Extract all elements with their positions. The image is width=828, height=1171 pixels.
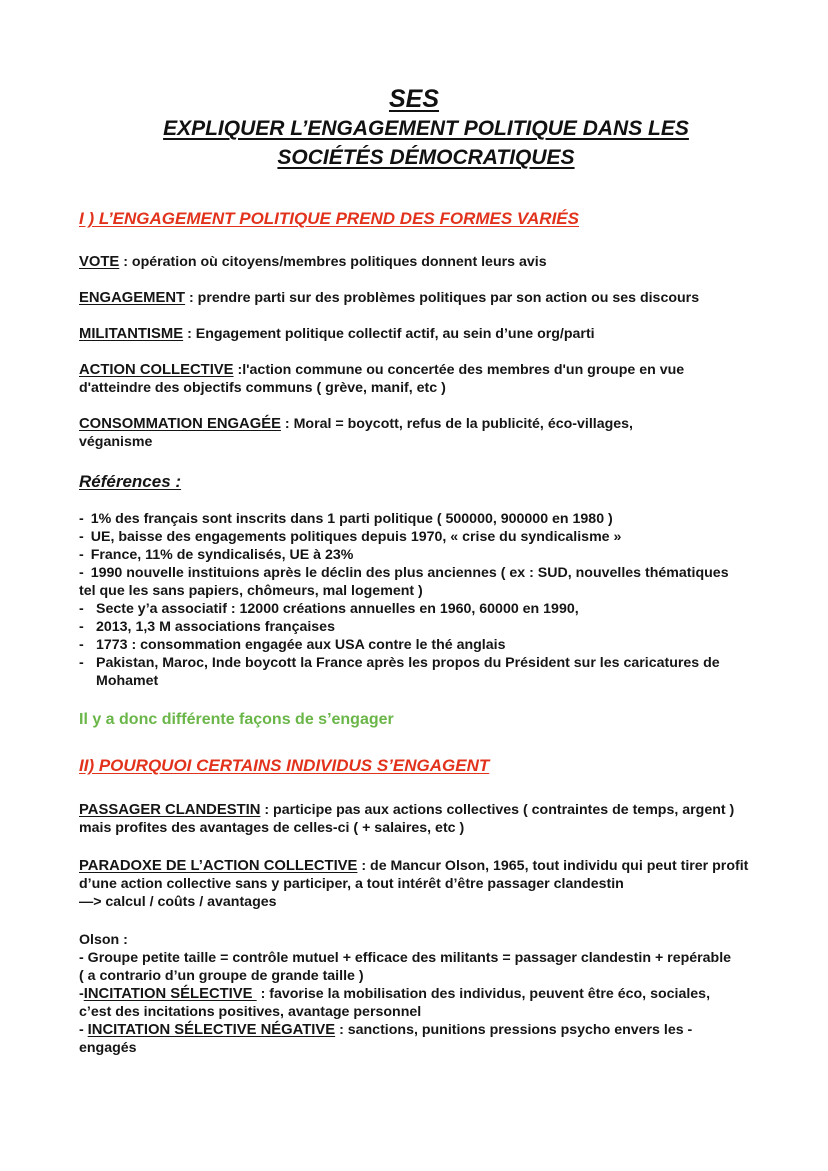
reference-text: 1773 : consommation engagée aux USA contre le thé anglais	[96, 637, 506, 653]
reference-item	[79, 618, 766, 636]
definition-consommation-engagee	[79, 415, 688, 451]
definition-term: VOTE	[79, 254, 120, 270]
definition-separator: :	[357, 858, 371, 874]
point-prefix: -	[79, 986, 84, 1002]
dash-bullet: -	[79, 529, 84, 545]
definition-vote	[79, 253, 768, 271]
dash-bullet: -	[79, 511, 84, 527]
point-prefix: -	[79, 1022, 88, 1038]
definition-passager-clandestin	[79, 801, 750, 837]
dash-bullet: -	[79, 655, 84, 671]
definition-conclusion-line: —> calcul / coûts / avantages	[79, 894, 277, 910]
definition-separator: :	[119, 254, 132, 270]
definition-term: PARADOXE DE L’ACTION COLLECTIVE	[79, 858, 358, 874]
reference-item	[79, 510, 766, 528]
definition-term: CONSOMMATION ENGAGÉE	[79, 416, 281, 432]
reference-item	[79, 564, 766, 600]
definition-term: MILITANTISME	[79, 326, 184, 342]
section-1-conclusion: Il y a donc différente façons de s’engager	[79, 711, 394, 728]
definition-separator: :	[260, 802, 274, 818]
definition-text: opération où citoyens/membres politiques donnent leurs avis	[131, 254, 547, 270]
reference-text: France, 11% de syndicalisés, UE à 23%	[90, 547, 354, 563]
title-block	[0, 84, 828, 172]
reference-item	[79, 546, 766, 564]
dash-bullet: -	[79, 547, 84, 563]
olson-block	[79, 931, 738, 1057]
definition-term: PASSAGER CLANDESTIN	[79, 802, 261, 818]
section-1-heading: I ) L’ENGAGEMENT POLITIQUE PREND DES FORMES VARIÉS	[79, 209, 579, 228]
olson-point-2	[79, 985, 738, 1021]
reference-text: 1990 nouvelle instituions après le déclin des plus anciennes ( ex : SUD, nouvelles thématiques tel que les sans papiers, chômeurs, mal logement )	[79, 565, 729, 599]
document-subtitle-line-1: EXPLIQUER L’ENGAGEMENT POLITIQUE DANS LES	[163, 117, 689, 140]
definition-text: : sanctions, punitions pressions psycho envers les - engagés	[79, 1022, 693, 1056]
definition-text: l'action commune ou concertée des membres d'un groupe en vue d'atteindre des objectifs communs ( grève, manif, etc )	[79, 362, 685, 396]
section-2-heading: II) POURQUOI CERTAINS INDIVIDUS S’ENGAGENT	[79, 756, 490, 775]
reference-item	[79, 654, 766, 690]
document-title: SES	[388, 85, 440, 113]
definition-engagement	[79, 289, 768, 307]
definition-text: prendre parti sur des problèmes politiques par son action ou ses discours	[197, 290, 700, 306]
definition-term: ENGAGEMENT	[79, 290, 186, 306]
definition-text: participe pas aux actions collectives ( contraintes de temps, argent ) mais profites des avantages de celles-ci ( + salaires, etc )	[79, 802, 735, 836]
definition-text: Engagement politique collectif actif, au sein d’une org/parti	[195, 326, 595, 342]
reference-text: 2013, 1,3 M associations françaises	[96, 619, 335, 635]
definition-text: : favorise la mobilisation des individus, peuvent être éco, sociales, c’est des incitations positives, avantage personnel	[79, 986, 711, 1020]
reference-item	[79, 600, 766, 618]
definition-separator: :	[183, 326, 196, 342]
reference-text: 1% des français sont inscrits dans 1 parti politique ( 500000, 900000 en 1980 )	[90, 511, 613, 527]
references-list	[79, 510, 766, 690]
dash-bullet: -	[79, 637, 84, 653]
reference-item	[79, 528, 766, 546]
definition-term: ACTION COLLECTIVE	[79, 362, 234, 378]
document-subtitle-line-2: SOCIÉTÉS DÉMOCRATIQUES	[277, 146, 575, 169]
reference-text: Secte y’a associatif : 12000 créations annuelles en 1960, 60000 en 1990,	[96, 601, 579, 617]
reference-text: UE, baisse des engagements politiques depuis 1970, « crise du syndicalisme »	[90, 529, 622, 545]
dash-bullet: -	[79, 565, 84, 581]
definition-separator: :	[185, 290, 198, 306]
olson-point-1: - Groupe petite taille = contrôle mutuel + efficace des militants = passager clandestin + repérable ( a contrario d’un groupe de grande taille )	[79, 950, 732, 984]
definition-text: Moral = boycott, refus de la publicité, éco-villages, véganisme	[79, 416, 633, 450]
reference-item	[79, 636, 766, 654]
definition-action-collective	[79, 361, 754, 397]
olson-point-3	[79, 1021, 738, 1057]
definition-separator: :	[233, 362, 243, 378]
definition-term: INCITATION SÉLECTIVE NÉGATIVE	[87, 1022, 336, 1038]
definition-separator: :	[280, 416, 294, 432]
definition-militantisme	[79, 325, 768, 343]
reference-text: Pakistan, Maroc, Inde boycott la France après les propos du Président sur les caricatures de Mohamet	[96, 655, 720, 689]
dash-bullet: -	[79, 619, 84, 635]
dash-bullet: -	[79, 601, 84, 617]
definition-paradoxe-action-collective	[79, 857, 758, 911]
olson-label: Olson :	[79, 932, 128, 948]
definition-text: de Mancur Olson, 1965, tout individu qui peut tirer profit d’une action collective sans y participer, a tout intérêt d’être passager clandestin	[79, 858, 749, 892]
definition-term: INCITATION SÉLECTIVE	[83, 986, 257, 1002]
references-heading: Références :	[79, 472, 182, 491]
